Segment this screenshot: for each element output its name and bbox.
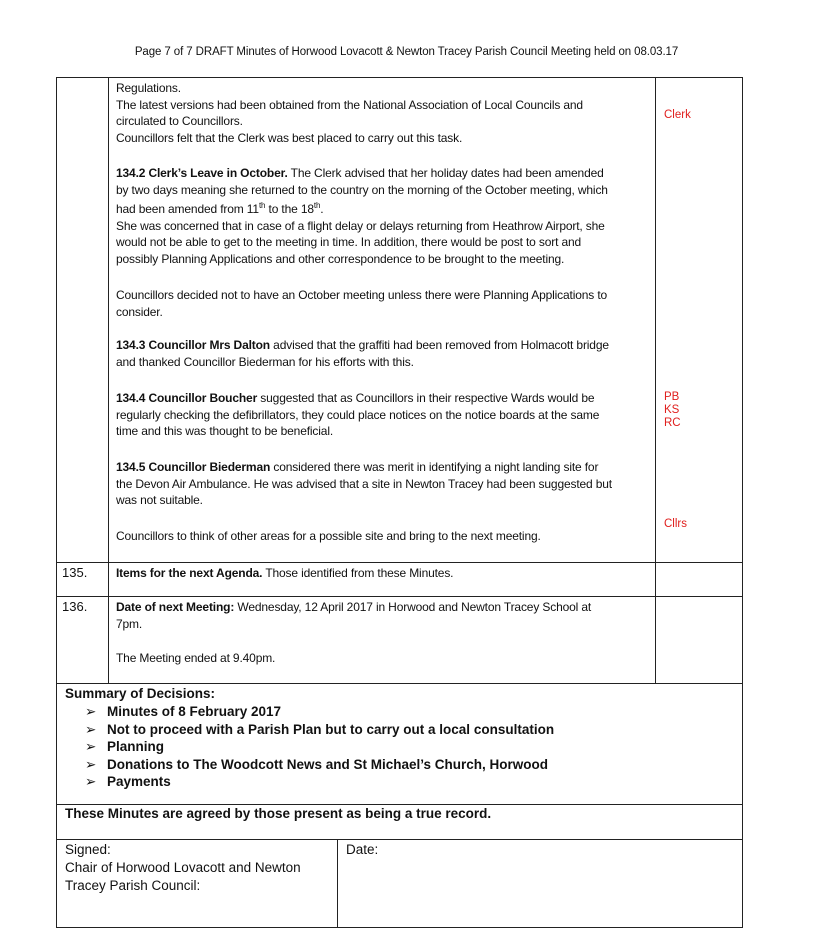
minutes-table (56, 77, 743, 684)
item-number-136: 136. (62, 599, 88, 614)
air-ambulance-paragraph: 134.5 Councillor Biederman considered there was merit in identifying a night landing site for the Devon Air Ambulance. He was advised that a site in Newton Tracey had been suggested but was not suitable. (116, 460, 612, 507)
other-areas-paragraph: Councillors to think of other areas for a possible site and bring to the next meeting. (116, 529, 541, 543)
graffiti-paragraph: 134.3 Councillor Mrs Dalton advised that the graffiti had been removed from Holmacott bridge and thanked Councillor Biederman for his efforts with this. (116, 338, 609, 369)
chair-label-line2: Tracey Parish Council: (65, 878, 201, 893)
signature-divider (57, 839, 742, 840)
date-label: Date: (346, 842, 379, 857)
column-divider-action (655, 78, 656, 683)
arrow-bullet-icon: ➢ (85, 721, 97, 737)
meeting-ended-text: The Meeting ended at 9.40pm. (116, 651, 276, 665)
next-agenda-heading: Items for the next Agenda. (116, 566, 263, 580)
next-meeting-paragraph: Date of next Meeting: Wednesday, 12 April 2017 in Horwood and Newton Tracey School at 7pm. (116, 600, 592, 631)
boucher-heading: 134.4 Councillor Boucher (116, 391, 258, 405)
chair-label-line1: Chair of Horwood Lovacott and Newton (65, 860, 301, 875)
decision-item: ➢ Donations to The Woodcott News and St Michael’s Church, Horwood (85, 756, 549, 772)
arrow-bullet-icon: ➢ (85, 774, 97, 789)
column-divider-number (108, 78, 109, 683)
clerks-leave-paragraph: 134.2 Clerk’s Leave in October. The Clerk advised that her holiday dates had been amended by two days meaning she returned to the country on the morning of the October meeting, which had been amended from 11th to the 18th. She was concerned that in case of a flight delay or delays returning from Heathrow Airport, she would not be able to get to the meeting in time. In addition, there would be post to sort and possibly Planning Applications and other correspondence to be brought to the meeting. (116, 166, 608, 266)
page-header: Page 7 of 7 DRAFT Minutes of Horwood Lovacott & Newton Tracey Parish Council Meeting held on 08.03.17 (134, 46, 679, 58)
signature-column-divider (337, 839, 338, 927)
decisions-list (85, 703, 554, 791)
arrow-bullet-icon: ➢ (85, 756, 97, 772)
agreed-statement: These Minutes are agreed by those present as being a true record. (65, 806, 492, 821)
dalton-heading: 134.3 Councillor Mrs Dalton (116, 338, 270, 352)
action-ks: KS (664, 404, 680, 416)
item-number-135: 135. (62, 565, 88, 580)
regulations-paragraph: Regulations. The latest versions had been obtained from the National Association of Local Councils and circulated to Councillors. Councillors felt that the Clerk was best placed to carry out this task. (116, 81, 583, 145)
action-clerk: Clerk (664, 109, 691, 121)
action-pb: PB (664, 391, 680, 403)
signature-block (65, 841, 301, 895)
decision-item: ➢ Minutes of 8 February 2017 (85, 704, 282, 719)
decision-item: ➢ Not to proceed with a Parish Plan but to carry out a local consultation (85, 721, 555, 737)
summary-divider (57, 804, 742, 805)
decision-item: ➢ Payments (85, 774, 171, 789)
october-meeting-paragraph: Councillors decided not to have an October meeting unless there were Planning Applications to consider. (116, 288, 608, 319)
action-cllrs: Cllrs (664, 518, 687, 530)
arrow-bullet-icon: ➢ (85, 739, 97, 754)
summary-table (56, 684, 743, 928)
biederman-heading: 134.5 Councillor Biederman (116, 460, 271, 474)
arrow-bullet-icon: ➢ (85, 704, 97, 719)
action-rc: RC (664, 417, 681, 429)
defibrillators-paragraph: 134.4 Councillor Boucher suggested that as Councillors in their respective Wards would be regularly checking the defibrillators, they could place notices on the notice boards at the same time and this was thought to be beneficial. (116, 391, 600, 438)
clerks-leave-heading: 134.2 Clerk’s Leave in October. (116, 166, 288, 180)
row-divider-136 (57, 596, 742, 597)
summary-title: Summary of Decisions: (65, 686, 216, 701)
next-agenda-paragraph: Items for the next Agenda. Those identified from these Minutes. (116, 566, 454, 580)
decision-item: ➢ Planning (85, 739, 164, 754)
row-divider-135 (57, 562, 742, 563)
signed-label: Signed: (65, 842, 111, 857)
next-meeting-heading: Date of next Meeting: (116, 600, 235, 614)
